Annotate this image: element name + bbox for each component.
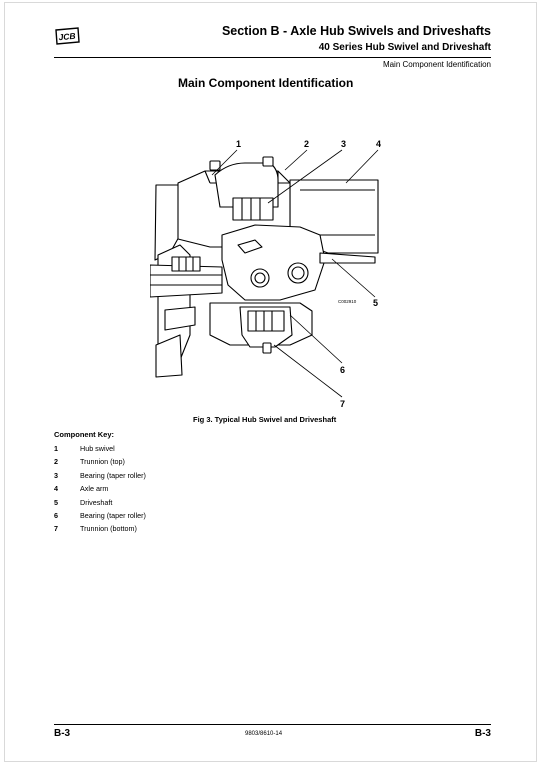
callout-2: 2 (304, 139, 310, 149)
running-head: Main Component Identification (382, 60, 491, 69)
key-item (54, 470, 254, 483)
leader-2 (285, 150, 307, 170)
key-item (54, 483, 254, 496)
key-number: 6 (54, 510, 58, 520)
jcb-logo (54, 27, 80, 45)
figure-caption: Fig 3. Typical Hub Swivel and Driveshaft (193, 415, 337, 424)
document-number: 9803/8610-14 (245, 731, 283, 737)
leader-5 (332, 259, 375, 297)
key-item (54, 510, 254, 523)
key-label: Driveshaft (80, 497, 113, 507)
key-label: Trunnion (top) (80, 457, 125, 467)
bottom-bearing (248, 311, 284, 331)
figure-ref-code: C002910 (338, 299, 357, 304)
key-label: Trunnion (bottom) (80, 524, 137, 534)
key-label: Bearing (taper roller) (80, 470, 146, 480)
component-key-list (54, 443, 254, 537)
component-key-title: Component Key: (54, 430, 114, 439)
footer-rule (54, 724, 491, 725)
key-label: Hub swivel (80, 444, 115, 453)
key-number: 7 (54, 524, 58, 534)
callout-3: 3 (341, 139, 347, 149)
page-heading: Main Component Identification (178, 76, 354, 90)
key-item (54, 523, 254, 536)
bottom-bolt (263, 343, 271, 353)
hub-swivel-illustration (150, 135, 395, 410)
top-bearing (233, 198, 273, 220)
section-title: Section B - Axle Hub Swivels and Driveshafts (221, 24, 491, 38)
sub-title: 40 Series Hub Swivel and Driveshaft (318, 42, 491, 53)
top-bolt-right (263, 157, 273, 166)
page-number-right: B-3 (474, 728, 491, 739)
key-label: Axle arm (80, 484, 109, 494)
callout-6: 6 (340, 365, 346, 375)
key-number: 2 (54, 457, 58, 467)
key-item (54, 456, 254, 469)
key-label: Bearing (taper roller) (80, 510, 146, 520)
key-item (54, 497, 254, 510)
kingpin-housing (222, 225, 325, 300)
callout-7: 7 (340, 399, 346, 409)
key-number: 1 (54, 444, 58, 453)
key-number: 5 (54, 497, 58, 507)
page-number-left: B-3 (54, 728, 71, 739)
key-number: 3 (54, 470, 58, 480)
key-item (54, 443, 254, 456)
leader-7 (274, 345, 342, 397)
callout-1: 1 (236, 139, 242, 149)
key-number: 4 (54, 484, 58, 494)
header-rule (54, 57, 491, 58)
callout-5: 5 (373, 298, 379, 308)
leader-4 (346, 150, 378, 183)
callout-4: 4 (376, 139, 382, 149)
svg-text:JCB: JCB (58, 30, 76, 43)
driveshaft-right (320, 253, 375, 263)
